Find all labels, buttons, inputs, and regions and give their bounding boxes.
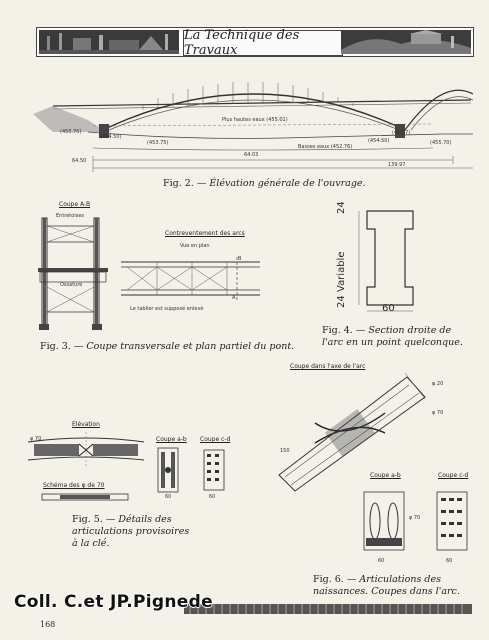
fig6-caption-number: Fig. 6. — bbox=[313, 574, 357, 585]
footer-decorative-bar bbox=[184, 604, 472, 614]
page-number: 168 bbox=[40, 620, 56, 629]
fig3-ossature-label: Ossature bbox=[60, 282, 83, 288]
label-hautes-eaux: Plus hautes eaux (455.01) bbox=[222, 117, 288, 123]
fig6-dim-cd-width: 60 bbox=[446, 558, 453, 564]
fig6-dim-phi70a: φ 70 bbox=[432, 410, 444, 416]
collection-watermark: Coll. C.et JP.Pignede bbox=[14, 592, 213, 612]
label-span-right: 139.97 bbox=[388, 162, 406, 168]
fig6-coupe-cd-label: Coupe c-d bbox=[438, 472, 469, 479]
fig5-elevation-label: Elévation bbox=[72, 421, 100, 428]
header-left-illustration bbox=[39, 30, 179, 54]
fig6-dim-150: 150 bbox=[280, 448, 290, 454]
transverse-section-drawing bbox=[38, 212, 108, 332]
fig6-dim-phi20: φ 20 bbox=[432, 381, 444, 387]
fig6-coupe-ab-label: Coupe a-b bbox=[370, 472, 401, 479]
springing-coupe-ab-drawing bbox=[362, 490, 406, 552]
fig6-dim-phi70b: φ 70 bbox=[409, 515, 421, 521]
fig5-dim-cd-width: 60 bbox=[209, 494, 216, 500]
fig3-caption bbox=[40, 341, 294, 353]
fig6-dim-ab-width: 60 bbox=[378, 558, 385, 564]
label-left-level: (455.70) bbox=[60, 129, 82, 135]
fig5-dim-ab-width: 60 bbox=[165, 494, 172, 500]
fig3-caption-text: Coupe transversale et plan partiel du pont. bbox=[86, 341, 295, 352]
key-coupe-cd-drawing bbox=[202, 448, 226, 492]
fig3-label-b: B bbox=[238, 256, 242, 262]
fig4-dim-width: 60 bbox=[382, 303, 395, 314]
fig3-entretoises-label: Entretoises bbox=[56, 213, 85, 219]
key-articulation-schema-drawing bbox=[40, 492, 130, 502]
fig5-schema-label: Schéma des φ de 70 bbox=[43, 482, 105, 489]
header-right-illustration bbox=[341, 30, 471, 54]
fig5-coupe-cd-label: Coupe c-d bbox=[200, 436, 231, 443]
fig3-coupe-label: Coupe A.B bbox=[59, 201, 91, 208]
fig2-caption-text: Élévation générale de l'ouvrage. bbox=[209, 178, 366, 189]
springing-coupe-cd-drawing bbox=[435, 490, 469, 552]
fig5-caption bbox=[72, 514, 197, 550]
fig4-dim-bottom: 24 bbox=[336, 295, 347, 308]
fig5-coupe-ab-label: Coupe a-b bbox=[156, 436, 187, 443]
fig5-caption-text: Détails des articulations provisoires à la clé. bbox=[72, 514, 190, 549]
key-articulation-elevation-drawing bbox=[26, 430, 146, 470]
fig3-caption-number: Fig. 3. — bbox=[40, 341, 84, 352]
label-basses-eaux: Basses eaux (452.76) bbox=[298, 144, 353, 150]
fig2-caption bbox=[163, 178, 366, 190]
fig3-contreventement-title: Contreventement des arcs bbox=[165, 230, 245, 237]
fig4-caption-text: Section droite de l'arc en un point quelconque. bbox=[322, 325, 463, 348]
key-coupe-ab-drawing bbox=[156, 446, 180, 494]
magazine-header bbox=[36, 27, 474, 57]
fig4-dim-top: 24 bbox=[336, 201, 347, 214]
fig3-label-a: A bbox=[232, 295, 236, 301]
fig6-caption bbox=[313, 574, 473, 598]
fig6-caption-text: Articulations des naissances. Coupes dans l'arc. bbox=[313, 574, 460, 597]
label-right-level: (455.70) bbox=[430, 140, 452, 146]
label-left-pier: (454.50) bbox=[100, 134, 122, 140]
arch-cross-section-drawing bbox=[355, 207, 425, 317]
label-span-main: 64.03 bbox=[244, 152, 259, 158]
fig4-caption bbox=[322, 325, 472, 349]
fig4-caption-number: Fig. 4. — bbox=[322, 325, 366, 336]
header-title: La Technique des Travaux bbox=[183, 30, 343, 56]
label-pier-right: (450.7) bbox=[392, 130, 411, 136]
bridge-elevation-drawing bbox=[33, 68, 473, 178]
fig3-note: Le tablier est supposé enlevé bbox=[130, 306, 204, 312]
fig5-caption-number: Fig. 5. — bbox=[72, 514, 116, 525]
fig5-dim-phi: φ 70 bbox=[30, 436, 42, 442]
label-mid-right: (454.50) bbox=[368, 138, 390, 144]
springing-articulation-drawing bbox=[275, 373, 435, 493]
fig6-coupe-axe-label: Coupe dans l'axe de l'arc bbox=[290, 363, 366, 370]
fig3-vue-en-plan: Vue en plan bbox=[180, 243, 210, 249]
fig4-dim-variable: Variable bbox=[336, 251, 347, 292]
fig2-caption-number: Fig. 2. — bbox=[163, 178, 207, 189]
label-mid-left: (453.75) bbox=[147, 140, 169, 146]
label-span-left: 64.50 bbox=[72, 158, 87, 164]
